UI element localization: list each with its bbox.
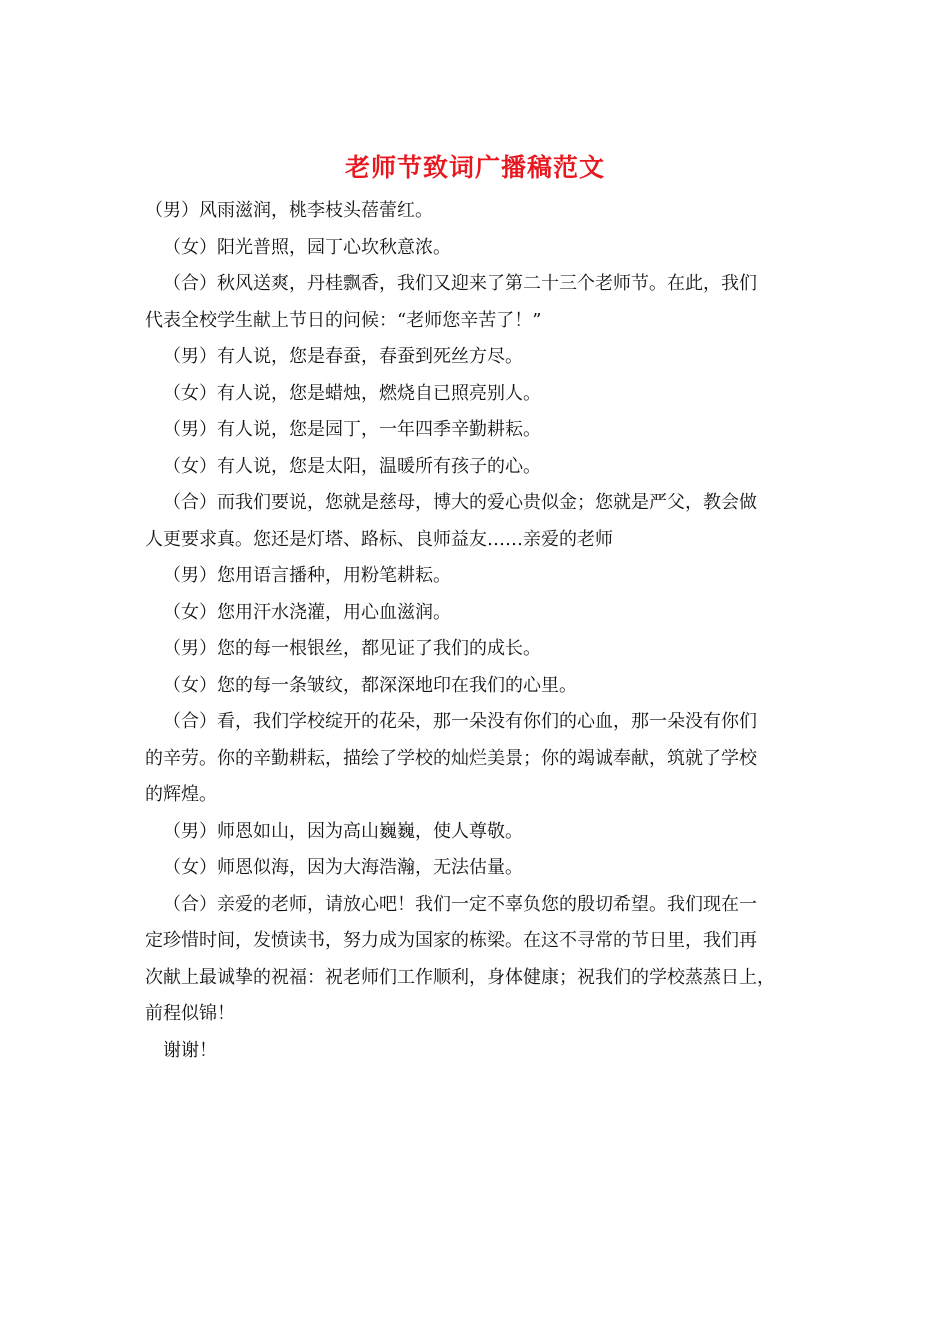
paragraph: [145, 230, 810, 267]
text-line: （女）您的每一条皱纹，都深深地印在我们的心里。: [163, 674, 577, 696]
text-line: （合）亲爱的老师，请放心吧！我们一定不辜负您的殷切希望。我们现在一: [163, 893, 757, 915]
closing-line: 谢谢！: [163, 1039, 217, 1061]
paragraph: [145, 558, 810, 595]
paragraph: [145, 485, 810, 558]
paragraph: [145, 1033, 810, 1070]
text-line: （合）而我们要说，您就是慈母，博大的爱心贵似金；您就是严父，教会做: [163, 492, 757, 513]
paragraph: [145, 266, 810, 339]
document-body: [145, 193, 810, 1069]
paragraph: [145, 193, 810, 230]
text-line: （合）看，我们学校绽开的花朵，那一朵没有你们的心血，那一朵没有你们: [163, 711, 757, 732]
text-line: 人更要求真。您还是灯塔、路标、良师益友……亲爱的老师: [145, 528, 613, 550]
text-line: （女）有人说，您是太阳，温暖所有孩子的心。: [163, 455, 541, 477]
paragraph: [145, 887, 810, 1033]
text-line: 代表全校学生献上节日的问候：“老师您辛苦了！”: [145, 309, 542, 331]
text-line: （男）有人说，您是春蚕，春蚕到死丝方尽。: [163, 346, 523, 367]
paragraph: [145, 704, 810, 814]
paragraph: [145, 339, 810, 376]
text-line: （女）阳光普照，园丁心坎秋意浓。: [163, 236, 451, 258]
text-line: 的辛劳。你的辛勤耕耘，描绘了学校的灿烂美景；你的竭诚奉献，筑就了学校: [145, 747, 757, 769]
paragraph: [145, 850, 810, 887]
text-line: （男）风雨滋润，桃李枝头蓓蕾红。: [145, 200, 433, 221]
text-line: 定珍惜时间，发愤读书，努力成为国家的栋梁。在这不寻常的节日里，我们再: [145, 930, 757, 951]
paragraph: [145, 412, 810, 449]
text-line: （女）有人说，您是蜡烛，燃烧自已照亮别人。: [163, 382, 541, 404]
paragraph: [145, 668, 810, 705]
text-line: 次献上最诚挚的祝福：祝老师们工作顺利，身体健康；祝我们的学校蒸蒸日上，: [145, 966, 775, 988]
text-line: 前程似锦！: [145, 1003, 235, 1024]
text-line: （男）师恩如山，因为高山巍巍，使人尊敬。: [163, 820, 523, 842]
text-line: （女）师恩似海，因为大海浩瀚，无法估量。: [163, 857, 523, 878]
paragraph: [145, 631, 810, 668]
paragraph: [145, 376, 810, 413]
text-line: （男）有人说，您是园丁，一年四季辛勤耕耘。: [163, 419, 541, 440]
text-line: （男）您用语言播种，用粉笔耕耘。: [163, 565, 451, 586]
paragraph: [145, 595, 810, 632]
text-line: （男）您的每一根银丝，都见证了我们的成长。: [163, 638, 541, 659]
paragraph: [145, 449, 810, 486]
paragraph: [145, 814, 810, 851]
text-line: （女）您用汗水浇灌，用心血滋润。: [163, 601, 451, 623]
text-line: （合）秋风送爽，丹桂飘香，我们又迎来了第二十三个老师节。在此，我们: [163, 273, 757, 294]
text-line: 的辉煌。: [145, 784, 217, 805]
document-title: 老师节致词广播稿范文: [344, 153, 605, 182]
